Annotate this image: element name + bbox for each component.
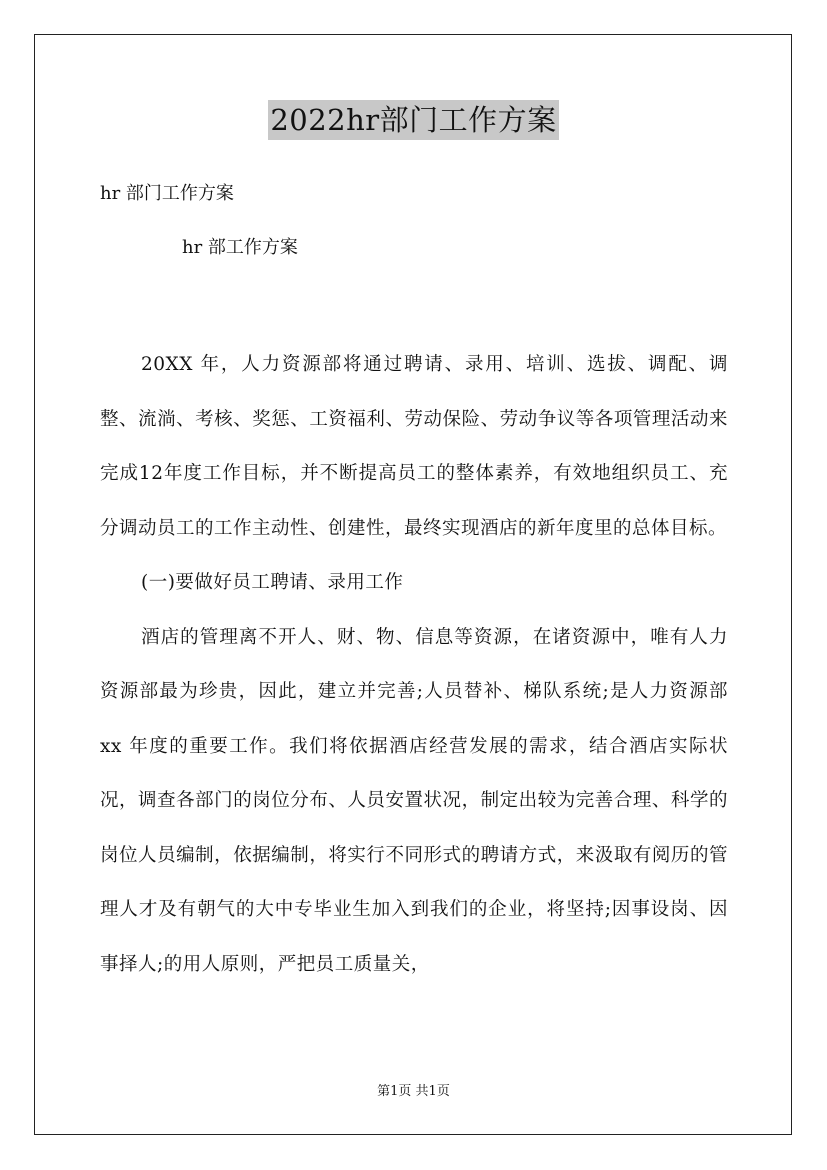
document-title-wrapper: [0, 100, 827, 140]
section-heading: (一)要做好员工聘请、录用工作: [141, 572, 404, 593]
subtitle-primary: hr 部门工作方案: [100, 183, 234, 204]
body-paragraph: 酒店的管理离不开人、财、物、信息等资源，在诸资源中，唯有人力资源部最为珍贵，因此，建立并完善;人员替补、梯队系统;是人力资源部 xx 年度的重要工作。我们将依据酒店经营发展的需求，结合酒店实际状况，调查各部门的岗位分布、人员安置状况，制定出较为完善合理、科学的岗位人员编制，依据编制，将实行不同形式的聘请方式，来汲取有阅历的管理人才及有朝气的大中专毕业生加入到我们的企业，将坚持;因事设岗、因事择人;的用人原则，严把员工质量关，: [100, 626, 728, 975]
document-body: [100, 338, 728, 992]
subtitle-secondary: hr 部工作方案: [182, 237, 298, 258]
intro-paragraph: 20XX 年，人力资源部将通过聘请、录用、培训、选拔、调配、调整、流淌、考核、奖惩、工资福利、劳动保险、劳动争议等各项管理活动来完成12年度工作目标，并不断提高员工的整体素养，有效地组织员工、充分调动员工的工作主动性、创建性，最终实现酒店的新年度里的总体目标。: [100, 354, 728, 539]
page-footer: 第1页 共1页: [377, 1084, 450, 1099]
document-title: 2022hr部门工作方案: [268, 100, 558, 140]
